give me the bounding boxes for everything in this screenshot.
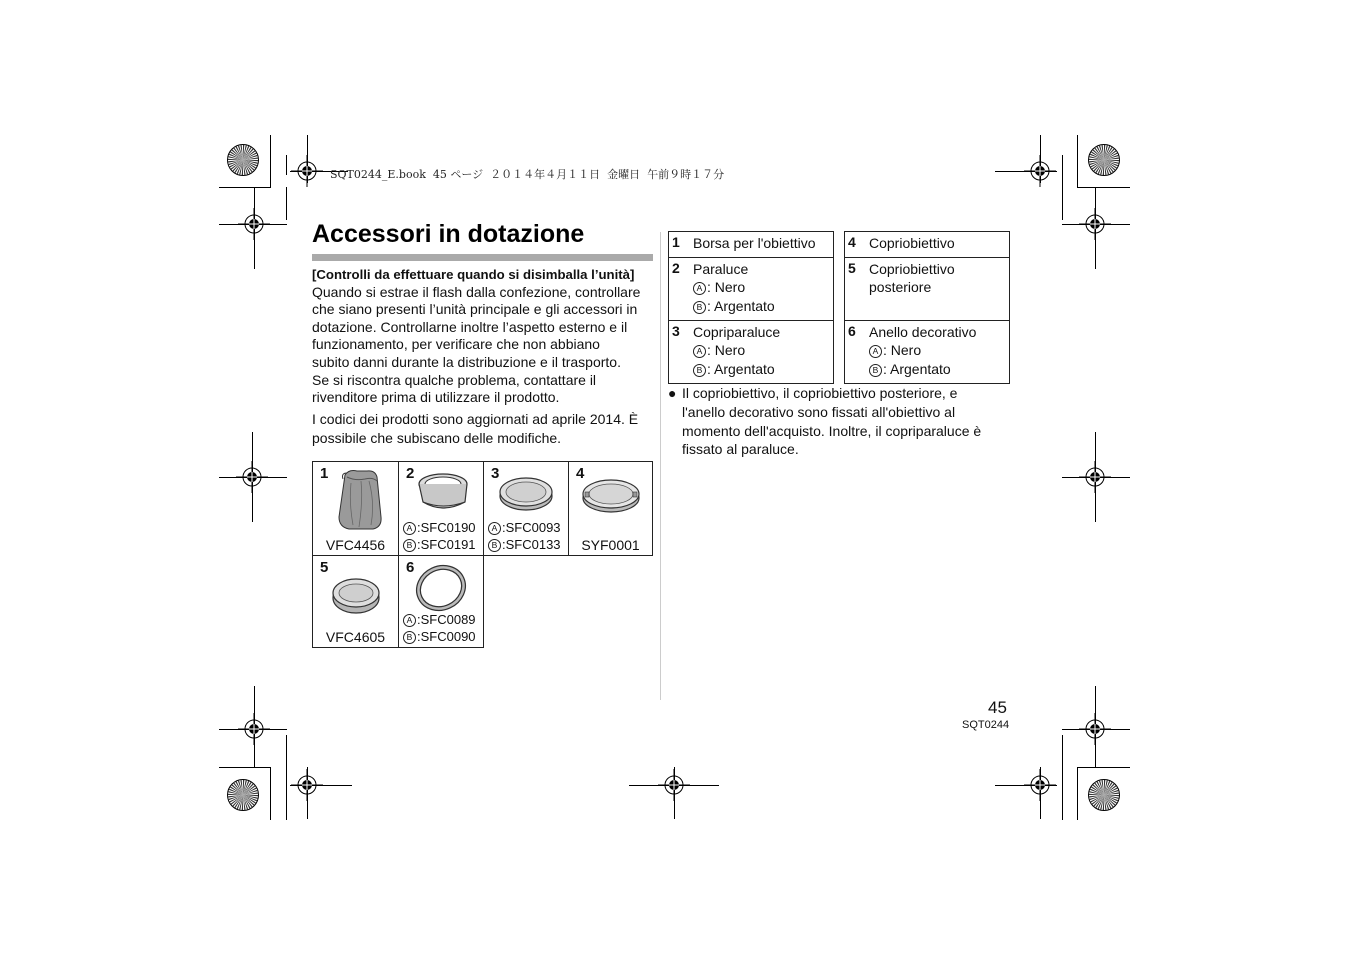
accessory-number: 1	[320, 465, 329, 482]
legend-row-4	[845, 232, 1009, 258]
variant-text: : Nero	[883, 342, 922, 359]
crop-line	[1062, 155, 1063, 220]
intro-line: Quando si estrae il flash dalla confezione, controllare	[312, 283, 641, 300]
legend-number: 6	[848, 323, 856, 339]
legend-text-block	[869, 323, 976, 378]
accessory-cell-3	[483, 461, 569, 556]
registration-mark-icon	[238, 713, 270, 745]
intro-section	[312, 266, 657, 449]
variant-text: : Nero	[707, 279, 746, 296]
lens-cap-icon	[581, 476, 641, 516]
product-code: :SFC0190	[417, 519, 476, 535]
registration-mark-icon	[658, 769, 690, 801]
note-line: l'anello decorativo sono fissati all'obiettivo al	[682, 403, 956, 420]
product-code: VFC4456	[325, 537, 386, 553]
variant-mark: A	[488, 522, 501, 535]
legend-number: 2	[672, 260, 680, 276]
legend-number: 3	[672, 323, 680, 339]
intro-line: I codici dei prodotti sono aggiornati ad aprile 2014. È	[312, 410, 639, 427]
variant-mark: A	[869, 345, 882, 358]
note-line: Il copriobiettivo, il copriobiettivo posteriore, e	[682, 385, 958, 401]
variant-mark: A	[693, 282, 706, 295]
legend-text: Anello decorativo	[869, 324, 977, 340]
variant-text: : Argentato	[707, 360, 775, 377]
legend-row-2	[669, 257, 833, 321]
registration-mark-icon	[238, 208, 270, 240]
intro-paragraph-2	[312, 410, 657, 449]
product-code: :SFC0191	[417, 537, 476, 553]
note-line: momento dell'acquisto. Inoltre, il copriparaluce è	[682, 422, 982, 439]
crop-line	[1077, 135, 1078, 188]
product-code: :SFC0089	[417, 611, 476, 627]
legend-text: posteriore	[869, 279, 932, 296]
legend-table-left	[668, 231, 834, 384]
accessory-number: 4	[576, 465, 585, 482]
legend-number: 1	[672, 234, 680, 250]
product-code: SYF0001	[581, 537, 640, 553]
product-code: :SFC0133	[502, 537, 561, 553]
legend-row-6	[845, 320, 1009, 384]
variant-mark: B	[403, 631, 416, 644]
legend-text: Copriparaluce	[693, 324, 781, 340]
crop-line	[219, 187, 271, 188]
registration-mark-icon	[1024, 769, 1056, 801]
product-code: :SFC0090	[417, 629, 476, 645]
legend-text-block	[693, 323, 780, 378]
accessory-cell-4	[568, 461, 653, 556]
color-target-icon	[226, 143, 260, 177]
column-divider	[660, 232, 661, 700]
legend-text-block	[869, 260, 955, 297]
legend-number: 4	[848, 234, 856, 250]
intro-line: subito danni durante la distribuzione e il trasporto.	[312, 353, 621, 370]
intro-line: dotazione. Controllarne inoltre l’aspetto esterno e il	[312, 318, 628, 335]
legend-number: 5	[848, 260, 856, 276]
intro-line: rivenditore prima di utilizzare il prodotto.	[312, 389, 560, 406]
registration-mark-icon	[1024, 155, 1056, 187]
variant-mark: B	[869, 364, 882, 377]
variant-text: : Argentato	[707, 297, 775, 314]
crop-line	[219, 767, 271, 768]
registration-mark-icon	[1079, 461, 1111, 493]
legend-text: Borsa per l'obiettivo	[693, 235, 816, 251]
accessory-cell-2	[398, 461, 484, 556]
color-target-icon	[1087, 143, 1121, 177]
crop-line	[286, 155, 287, 175]
variant-mark: B	[693, 364, 706, 377]
crop-line	[1077, 187, 1130, 188]
accessory-number: 2	[406, 465, 415, 482]
note-line: fissato al paraluce.	[682, 441, 799, 458]
lens-pouch-icon	[335, 467, 385, 531]
legend-text-block	[693, 260, 775, 315]
crop-line	[286, 187, 287, 220]
variant-mark: B	[488, 539, 501, 552]
crop-line	[1077, 767, 1130, 768]
legend-text: Copriobiettivo	[869, 235, 955, 251]
registration-mark-icon	[291, 769, 323, 801]
title-underline	[312, 254, 653, 261]
legend-text: Paraluce	[693, 261, 749, 277]
color-target-icon	[1087, 778, 1121, 812]
note-section	[668, 384, 1013, 459]
note-text	[682, 384, 1013, 459]
accessory-cell-5	[312, 555, 399, 648]
product-code: :SFC0093	[502, 519, 561, 535]
intro-line: Se si riscontra qualche problema, contattare il	[312, 371, 597, 388]
legend-row-3	[669, 320, 833, 384]
page-title: Accessori in dotazione	[312, 220, 585, 248]
accessory-number: 5	[320, 559, 329, 576]
page-number: 45	[988, 698, 1007, 717]
page-code: SQT0244	[962, 719, 1010, 731]
lens-hood-icon	[415, 472, 471, 516]
legend-row-5	[845, 257, 1009, 321]
variant-mark: A	[403, 522, 416, 535]
accessory-number: 3	[491, 465, 500, 482]
hood-cap-icon	[498, 474, 554, 514]
crop-line	[1062, 735, 1063, 820]
accessory-number: 6	[406, 559, 415, 576]
variant-text: : Argentato	[883, 360, 951, 377]
intro-paragraph-1	[312, 284, 657, 407]
accessory-cell-6	[398, 555, 484, 648]
variant-mark: B	[693, 301, 706, 314]
registration-mark-icon	[236, 461, 268, 493]
product-codes	[488, 519, 561, 554]
variant-mark: B	[403, 539, 416, 552]
legend-row-1	[669, 232, 833, 258]
variant-mark: A	[403, 614, 416, 627]
registration-mark-icon	[291, 155, 323, 187]
color-target-icon	[226, 778, 260, 812]
product-code: VFC4605	[325, 629, 386, 645]
crop-line	[1077, 767, 1078, 820]
registration-mark-icon	[1079, 713, 1111, 745]
print-header: SQT0244_E.book 45 ページ ２０１４年４月１１日 金曜日 午前９時１７分	[330, 168, 725, 181]
accessory-cell-1	[312, 461, 399, 556]
decorative-ring-icon	[415, 564, 467, 612]
variant-mark: A	[693, 345, 706, 358]
variant-text: : Nero	[707, 342, 746, 359]
intro-line: che siano presenti l’unità principale e gli accessori in	[312, 301, 638, 318]
legend-text: Copriobiettivo	[869, 261, 955, 277]
intro-line: funzionamento, per verificare che non abbiano	[312, 336, 600, 353]
intro-subhead: [Controlli da effettuare quando si disimballa l’unità]	[312, 267, 635, 282]
crop-line	[286, 735, 287, 820]
product-codes	[403, 611, 476, 646]
registration-mark-icon	[1079, 208, 1111, 240]
legend-table-right	[844, 231, 1010, 384]
rear-cap-icon	[331, 576, 381, 616]
crop-line	[270, 767, 271, 820]
intro-line: possibile che subiscano delle modifiche.	[312, 430, 562, 447]
crop-line	[270, 135, 271, 188]
bullet-icon: ●	[668, 385, 677, 401]
product-codes	[403, 519, 476, 554]
